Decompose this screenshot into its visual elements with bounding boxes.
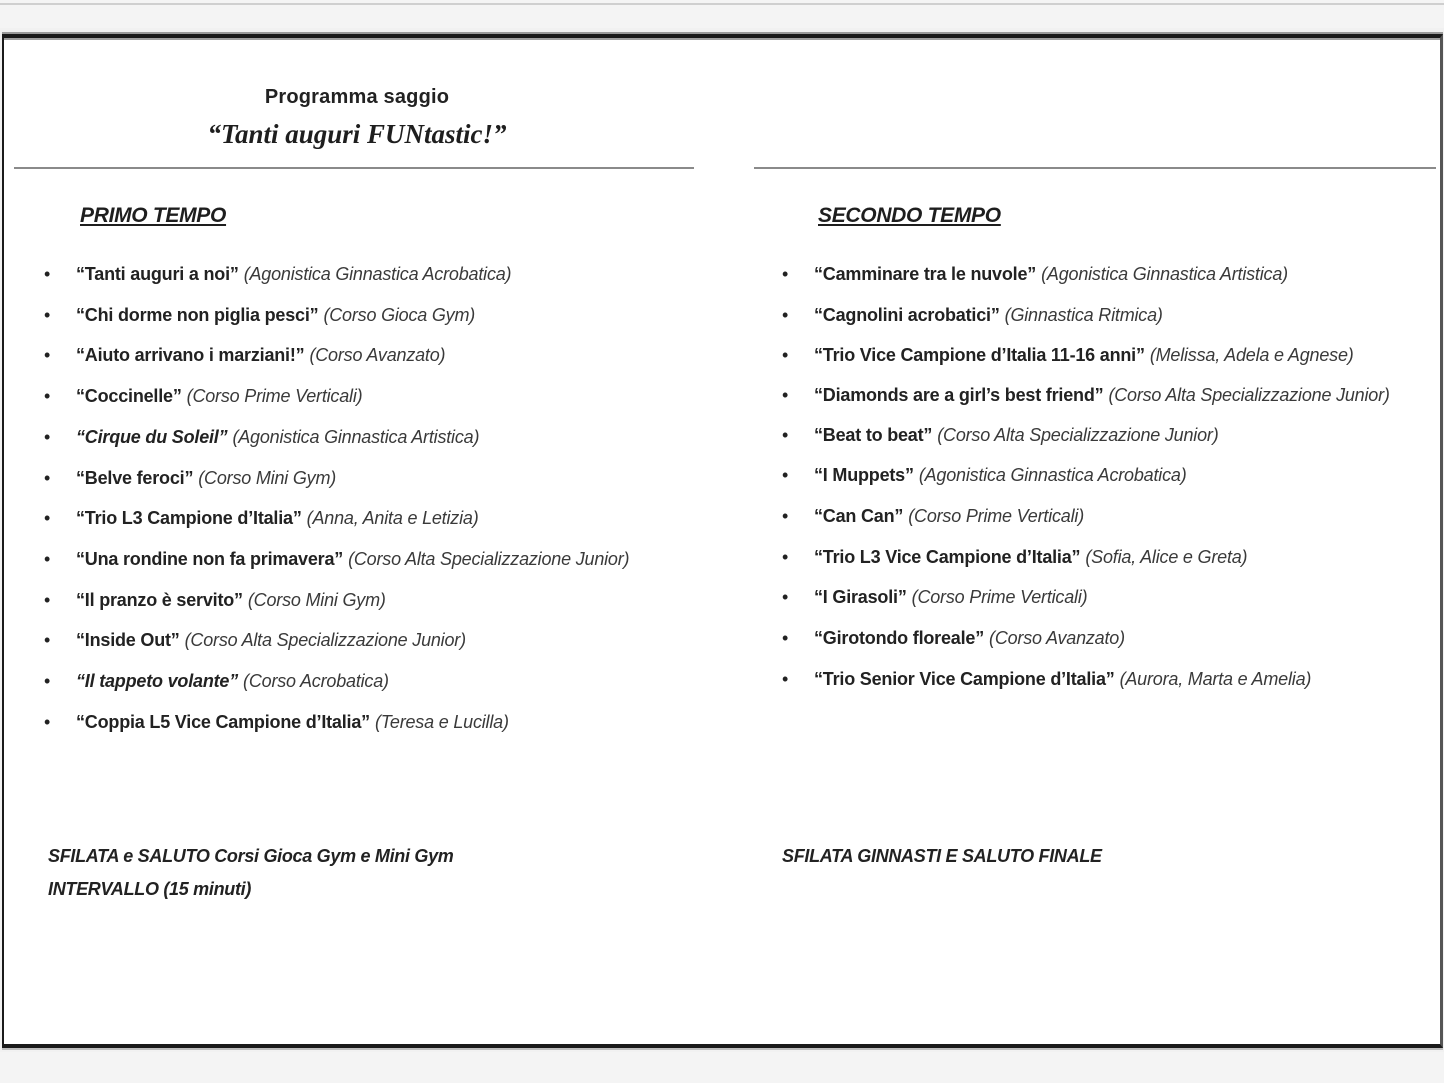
item-group: (Agonistica Ginnastica Acrobatica) xyxy=(243,264,512,284)
list-item xyxy=(782,537,1432,578)
header-rule-left xyxy=(14,167,694,169)
item-group: (Corso Gioca Gym) xyxy=(323,304,476,325)
item-title: “I Muppets” xyxy=(814,465,914,486)
item-group: (Anna, Anita e Letizia) xyxy=(306,508,479,529)
bullet-icon: • xyxy=(782,506,789,527)
item-group: (Aurora, Marta e Amelia) xyxy=(1119,668,1312,689)
program-label: Programma saggio xyxy=(264,86,450,108)
item-title: “Aiuto arrivano i marziani!” xyxy=(76,345,305,366)
item-title: “Cirque du Soleil” xyxy=(76,426,228,447)
item-title: “Una rondine non fa primavera” xyxy=(76,548,344,569)
item-title: “Chi dorme non piglia pesci” xyxy=(76,304,319,325)
item-group: (Corso Prime Verticali) xyxy=(908,506,1084,527)
top-margin-strip xyxy=(0,0,1444,28)
bullet-icon: • xyxy=(782,546,789,567)
item-group: (Corso Avanzato) xyxy=(989,628,1125,649)
item-title: “Girotondo floreale” xyxy=(814,628,985,649)
bullet-icon: • xyxy=(44,304,51,325)
bullet-icon: • xyxy=(44,386,51,407)
item-group: (Corso Avanzato) xyxy=(309,345,446,366)
list-item xyxy=(782,455,1432,496)
item-title: “Camminare tra le nuvole” xyxy=(814,264,1037,284)
item-title: “Trio Senior Vice Campione d’Italia” xyxy=(814,668,1115,689)
item-title: “Coccinelle” xyxy=(76,386,182,407)
item-group: (Corso Mini Gym) xyxy=(198,467,337,488)
item-title: “Beat to beat” xyxy=(814,424,933,445)
primo-tempo-column xyxy=(44,204,724,742)
bullet-icon: • xyxy=(782,424,789,445)
item-title: “Belve feroci” xyxy=(76,467,194,488)
secondo-tempo-column xyxy=(782,204,1432,700)
list-item xyxy=(782,618,1432,659)
item-title: “Trio L3 Campione d’Italia” xyxy=(76,508,302,529)
list-item xyxy=(782,496,1432,537)
bullet-icon: • xyxy=(782,264,789,284)
program-sheet xyxy=(2,34,1443,1048)
list-item xyxy=(44,580,724,621)
footer-intervallo-line: INTERVALLO (15 minuti) xyxy=(48,879,252,899)
bottom-margin-strip xyxy=(0,1052,1444,1083)
secondo-tempo-list xyxy=(782,254,1432,700)
item-group: (Corso Alta Specializzazione Junior) xyxy=(937,424,1219,445)
item-group: (Corso Alta Specializzazione Junior) xyxy=(1108,385,1390,406)
bullet-icon: • xyxy=(44,345,51,366)
bullet-icon: • xyxy=(782,385,789,406)
bullet-icon: • xyxy=(44,711,51,732)
bullet-icon: • xyxy=(44,671,51,692)
item-group: (Corso Mini Gym) xyxy=(247,589,386,610)
secondo-tempo-title: SECONDO TEMPO xyxy=(818,204,1001,227)
bullet-icon: • xyxy=(782,628,789,649)
bullet-icon: • xyxy=(782,668,789,689)
list-item xyxy=(782,577,1432,618)
item-title: “Trio L3 Vice Campione d’Italia” xyxy=(814,546,1081,567)
primo-tempo-footer xyxy=(48,840,454,906)
list-item xyxy=(44,295,724,336)
header-rule-right xyxy=(754,167,1436,169)
list-item xyxy=(782,376,1394,415)
show-title: “Tanti auguri FUNtastic!” xyxy=(207,119,507,149)
bullet-icon: • xyxy=(782,587,789,608)
bullet-icon: • xyxy=(782,465,789,486)
list-item xyxy=(44,376,724,417)
list-item xyxy=(782,659,1432,700)
item-title: “Trio Vice Campione d’Italia 11-16 anni” xyxy=(814,345,1145,366)
bullet-icon: • xyxy=(44,264,51,284)
bullet-icon: • xyxy=(44,467,51,488)
list-item xyxy=(44,498,724,539)
list-item xyxy=(782,295,1432,336)
item-group: (Corso Prime Verticali) xyxy=(911,587,1088,608)
item-title: “Il pranzo è servito” xyxy=(76,589,243,610)
item-group: (Melissa, Adela e Agnese) xyxy=(1149,345,1354,366)
item-group: (Agonistica Ginnastica Acrobatica) xyxy=(918,465,1187,486)
list-item xyxy=(44,417,724,458)
list-item xyxy=(44,254,724,295)
item-group: (Teresa e Lucilla) xyxy=(374,711,509,732)
footer-saluto-finale-line: SFILATA GINNASTI E SALUTO FINALE xyxy=(782,846,1102,866)
list-item xyxy=(782,415,1432,456)
primo-tempo-list xyxy=(44,254,724,742)
item-title: “Can Can” xyxy=(814,506,904,527)
item-title: “Il tappeto volante” xyxy=(76,671,239,692)
item-title: “Coppia L5 Vice Campione d’Italia” xyxy=(76,711,370,732)
item-title: “Diamonds are a girl’s best friend” xyxy=(814,385,1104,406)
item-title: “Tanti auguri a noi” xyxy=(76,264,239,284)
item-title: “I Girasoli” xyxy=(814,587,907,608)
list-item xyxy=(44,702,724,743)
list-item xyxy=(44,458,724,499)
item-group: (Agonistica Ginnastica Artistica) xyxy=(1041,264,1288,284)
list-item xyxy=(782,254,1432,295)
list-item xyxy=(782,335,1432,376)
top-margin-line xyxy=(0,3,1444,5)
bullet-icon: • xyxy=(782,345,789,366)
bullet-icon: • xyxy=(44,508,51,529)
item-group: (Corso Alta Specializzazione Junior) xyxy=(184,630,466,651)
item-group: (Corso Acrobatica) xyxy=(243,671,389,692)
bullet-icon: • xyxy=(44,548,51,569)
bullet-icon: • xyxy=(44,426,51,447)
list-item xyxy=(44,661,724,702)
list-item xyxy=(44,335,724,376)
bullet-icon: • xyxy=(44,589,51,610)
item-group: (Agonistica Ginnastica Artistica) xyxy=(232,426,480,447)
item-title: “Cagnolini acrobatici” xyxy=(814,304,1000,325)
program-header xyxy=(4,86,710,150)
list-item xyxy=(44,539,724,580)
item-title: “Inside Out” xyxy=(76,630,180,651)
sheet-inner-border xyxy=(4,38,1440,40)
primo-tempo-title: PRIMO TEMPO xyxy=(80,204,227,227)
bullet-icon: • xyxy=(44,630,51,651)
list-item xyxy=(44,620,724,661)
item-group: (Corso Prime Verticali) xyxy=(186,386,363,407)
secondo-tempo-footer xyxy=(782,840,1102,873)
item-group: (Sofia, Alice e Greta) xyxy=(1085,546,1248,567)
item-group: (Corso Alta Specializzazione Junior) xyxy=(348,548,630,569)
bullet-icon: • xyxy=(782,304,789,325)
footer-sfilata-line: SFILATA e SALUTO Corsi Gioca Gym e Mini Gym xyxy=(48,846,454,866)
item-group: (Ginnastica Ritmica) xyxy=(1004,304,1163,325)
